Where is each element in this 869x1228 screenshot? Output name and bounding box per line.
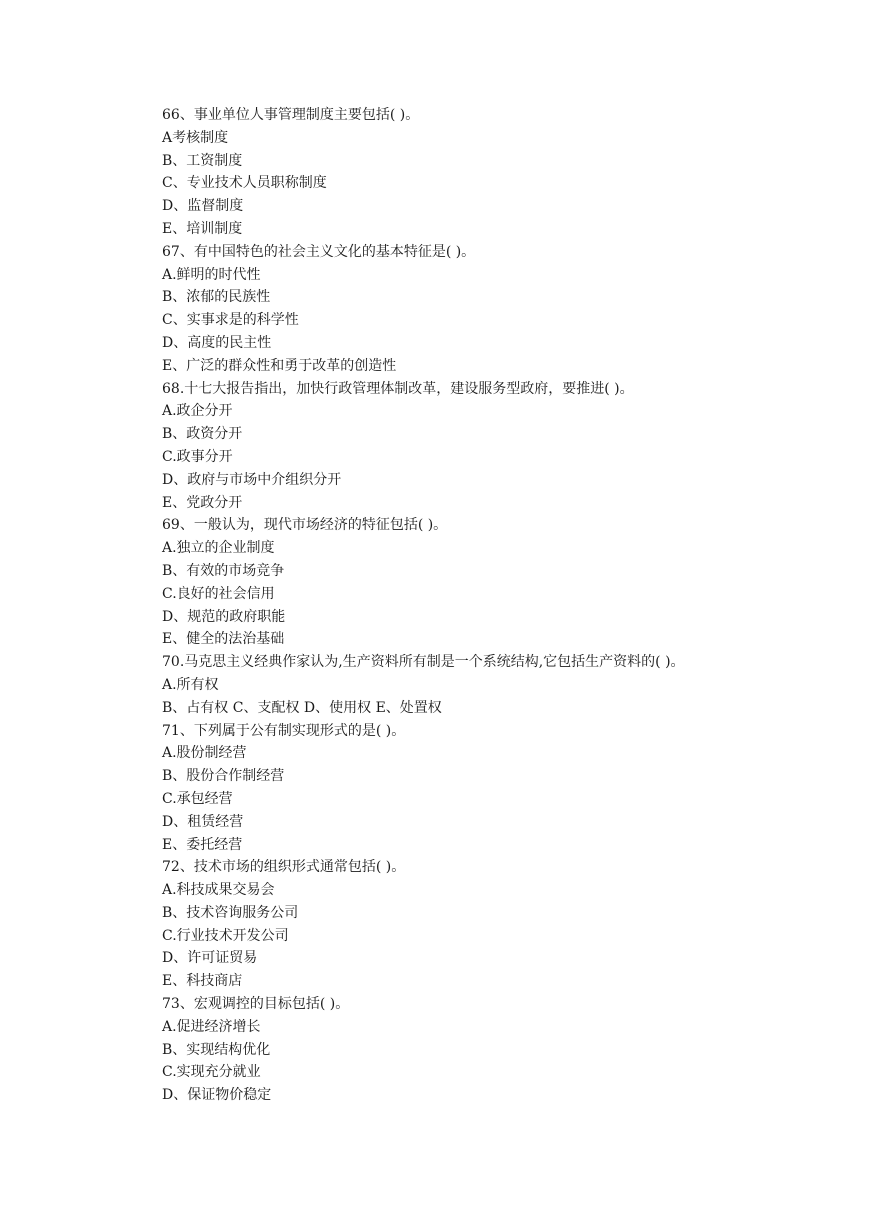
option-69-b: B、有效的市场竞争 bbox=[162, 562, 285, 579]
option-69-d: D、规范的政府职能 bbox=[162, 608, 286, 625]
option-72-a: A.科技成果交易会 bbox=[162, 882, 275, 899]
question-71: 71、下列属于公有制实现形式的是( )。 bbox=[162, 722, 406, 739]
option-72-b: B、技术咨询服务公司 bbox=[162, 904, 299, 921]
document-page bbox=[162, 104, 852, 1107]
option-68-b: B、政资分开 bbox=[162, 426, 243, 443]
option-66-d: D、监督制度 bbox=[162, 198, 244, 215]
question-68: 68.十七大报告指出，加快行政管理体制改革，建设服务型政府，要推进( )。 bbox=[162, 380, 634, 397]
option-72-c: C.行业技术开发公司 bbox=[162, 927, 289, 944]
option-69-c: C.良好的社会信用 bbox=[162, 585, 275, 602]
option-67-d: D、高度的民主性 bbox=[162, 334, 272, 351]
option-66-c: C、专业技术人员职称制度 bbox=[162, 175, 327, 192]
option-70-a: A.所有权 bbox=[162, 676, 219, 693]
option-68-d: D、政府与市场中介组织分开 bbox=[162, 471, 342, 488]
option-73-d: D、保证物价稳定 bbox=[162, 1087, 272, 1104]
option-67-e: E、广泛的群众性和勇于改革的创造性 bbox=[162, 357, 397, 374]
option-73-b: B、实现结构优化 bbox=[162, 1041, 271, 1058]
option-72-d: D、许可证贸易 bbox=[162, 950, 258, 967]
option-66-b: B、工资制度 bbox=[162, 152, 243, 169]
option-73-a: A.促进经济增长 bbox=[162, 1018, 261, 1035]
option-71-b: B、股份合作制经营 bbox=[162, 768, 285, 785]
option-68-c: C.政事分开 bbox=[162, 448, 233, 465]
option-71-d: D、租赁经营 bbox=[162, 813, 244, 830]
option-67-c: C、实事求是的科学性 bbox=[162, 312, 299, 329]
option-73-c: C.实现充分就业 bbox=[162, 1064, 261, 1081]
option-68-e: E、党政分开 bbox=[162, 494, 243, 511]
question-70: 70.马克思主义经典作家认为,生产资料所有制是一个系统结构,它包括生产资料的( )。 bbox=[162, 654, 685, 671]
option-71-a: A.股份制经营 bbox=[162, 745, 247, 762]
question-72: 72、技术市场的组织形式通常包括( )。 bbox=[162, 859, 406, 876]
option-69-e: E、健全的法治基础 bbox=[162, 631, 285, 648]
option-67-a: A.鲜明的时代性 bbox=[162, 266, 261, 283]
question-66: 66、事业单位人事管理制度主要包括( )。 bbox=[162, 107, 420, 123]
option-71-c: C.承包经营 bbox=[162, 790, 233, 807]
option-71-e: E、委托经营 bbox=[162, 836, 243, 853]
option-66-e: E、培训制度 bbox=[162, 220, 243, 237]
question-73: 73、宏观调控的目标包括( )。 bbox=[162, 996, 350, 1013]
option-67-b: B、浓郁的民族性 bbox=[162, 289, 271, 306]
question-67: 67、有中国特色的社会主义文化的基本特征是( )。 bbox=[162, 243, 476, 260]
option-68-a: A.政企分开 bbox=[162, 403, 233, 420]
option-70-b-e: B、占有权 C、支配权 D、使用权 E、处置权 bbox=[162, 699, 442, 716]
option-72-e: E、科技商店 bbox=[162, 973, 243, 990]
option-66-a: A考核制度 bbox=[162, 129, 229, 146]
question-69: 69、一般认为，现代市场经济的特征包括( )。 bbox=[162, 517, 448, 534]
option-69-a: A.独立的企业制度 bbox=[162, 540, 275, 557]
